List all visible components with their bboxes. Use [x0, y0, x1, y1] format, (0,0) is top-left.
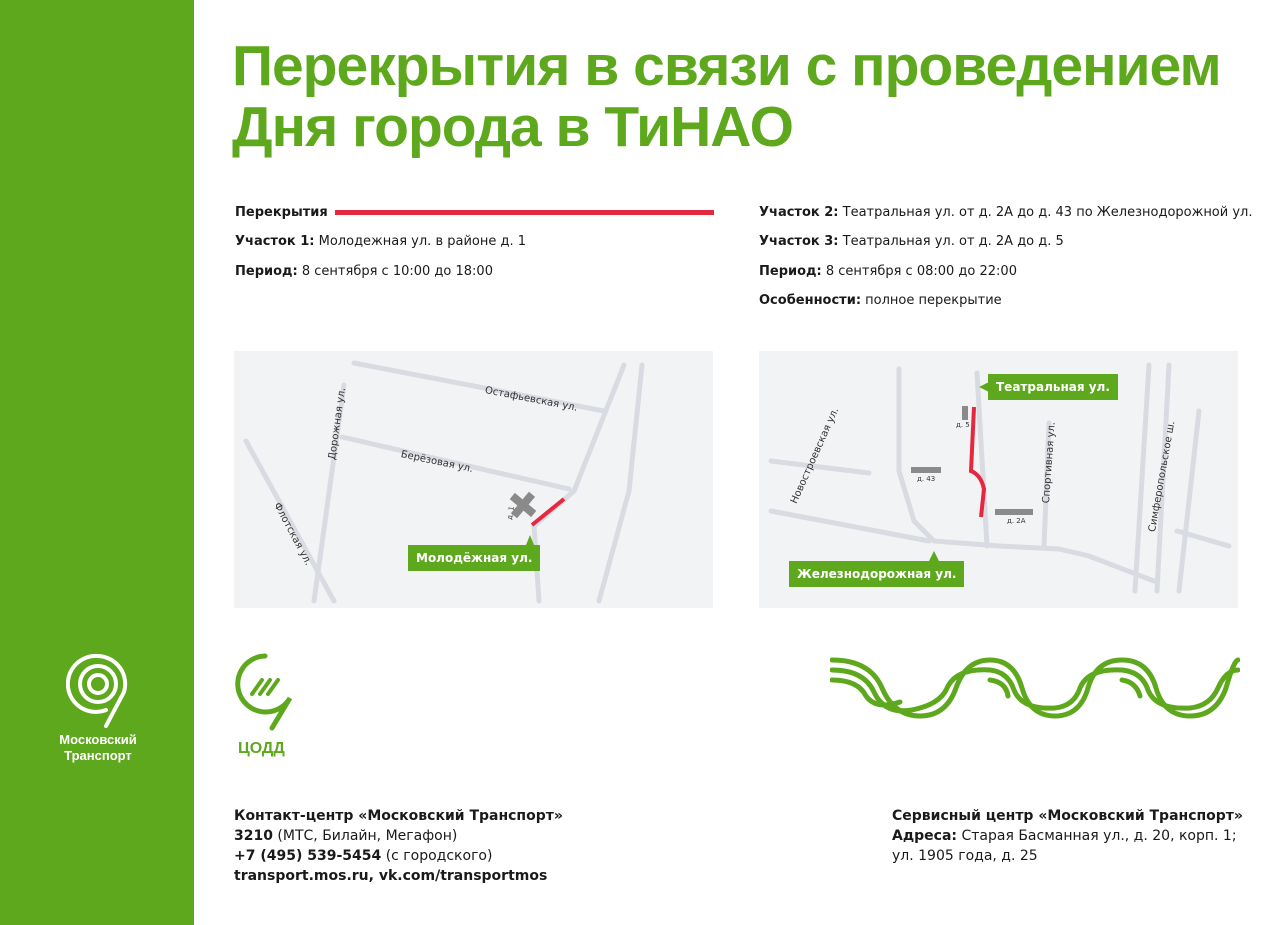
street-berezovaya: Берёзовая ул.	[399, 449, 475, 476]
callout-pointer	[526, 535, 534, 545]
map-section2-3	[759, 351, 1238, 608]
house-2a: д. 2А	[1007, 517, 1026, 525]
period1-label: Период:	[235, 264, 298, 279]
street-novostroevskaya: Новостроевская ул.	[789, 406, 842, 506]
waves-ornament-icon	[830, 652, 1240, 724]
features-text: полное перекрытие	[861, 293, 1002, 308]
street-sportivnaya: Спортивная ул.	[1041, 421, 1058, 504]
legend-label: Перекрытия	[235, 205, 328, 220]
decorative-waves	[830, 652, 1240, 728]
callout-pointer	[929, 551, 939, 561]
sidebar	[0, 0, 194, 925]
period2-info	[759, 264, 1017, 280]
period1-text: 8 сентября с 10:00 до 18:00	[297, 264, 493, 279]
phone-long-note: (с городского)	[381, 848, 493, 864]
house-43: д. 43	[917, 475, 936, 483]
moscow-transport-logo	[52, 652, 144, 764]
section2-label: Участок 2:	[759, 205, 839, 220]
street-ostafyevskaya: Остафьевская ул.	[483, 385, 579, 414]
section1-label: Участок 1:	[235, 234, 315, 249]
service-center	[892, 806, 1243, 866]
codd-logo	[232, 652, 302, 758]
house-1: д. 1	[505, 505, 517, 521]
map-section1	[234, 351, 713, 608]
title-line1: Перекрытия в связи с проведением	[232, 34, 1221, 98]
codd-label: ЦОДД	[238, 740, 285, 757]
web-links: transport.mos.ru, vk.com/transportmos	[234, 868, 548, 884]
section3-text: Театральная ул. от д. 2А до д. 5	[838, 234, 1064, 249]
features-label: Особенности:	[759, 293, 862, 308]
callout-pointer	[979, 382, 989, 392]
section1-info	[235, 234, 526, 250]
codd-logo-icon	[232, 652, 298, 732]
period2-label: Период:	[759, 264, 822, 279]
street-dorozhnaya: Дорожная ул.	[327, 386, 349, 461]
house-5: д. 5	[956, 421, 970, 429]
callout-teatralnaya: Театральная ул.	[988, 374, 1118, 400]
address-line1: Старая Басманная ул., д. 20, корп. 1;	[957, 828, 1237, 844]
section3-info	[759, 234, 1064, 250]
metro-9-icon	[66, 652, 130, 728]
page-title	[232, 36, 1232, 158]
address-label: Адреса:	[892, 828, 958, 844]
street-simferopolskoe: Симферопольское ш.	[1147, 420, 1178, 533]
phone-short: 3210	[234, 828, 273, 844]
period1-info	[235, 264, 493, 280]
service-heading: Сервисный центр «Московский Транспорт»	[892, 808, 1243, 824]
phone-long: +7 (495) 539-5454	[234, 848, 382, 864]
features-info	[759, 293, 1002, 309]
logo-name-line2: Транспорт	[64, 748, 132, 763]
callout-molodezhnaya: Молодёжная ул.	[408, 545, 540, 571]
period2-text: 8 сентября с 08:00 до 22:00	[821, 264, 1017, 279]
address-line2: ул. 1905 года, д. 25	[892, 848, 1038, 864]
contact-center	[234, 806, 563, 886]
section2-info	[759, 205, 1252, 221]
contact-heading: Контакт-центр «Московский Транспорт»	[234, 808, 563, 824]
section1-text: Молодежная ул. в районе д. 1	[314, 234, 527, 249]
phone-short-note: (МТС, Билайн, Мегафон)	[272, 828, 458, 844]
logo-name-line1: Московский	[59, 732, 137, 747]
closure-legend-line	[335, 210, 714, 215]
title-line2: Дня города в ТиНАО	[232, 95, 794, 159]
section3-label: Участок 3:	[759, 234, 839, 249]
section2-text: Театральная ул. от д. 2А до д. 43 по Железнодорожной ул.	[838, 205, 1253, 220]
street-flotskaya: Флотская ул.	[271, 501, 314, 568]
callout-zheleznodorozhnaya: Железнодорожная ул.	[789, 561, 964, 587]
